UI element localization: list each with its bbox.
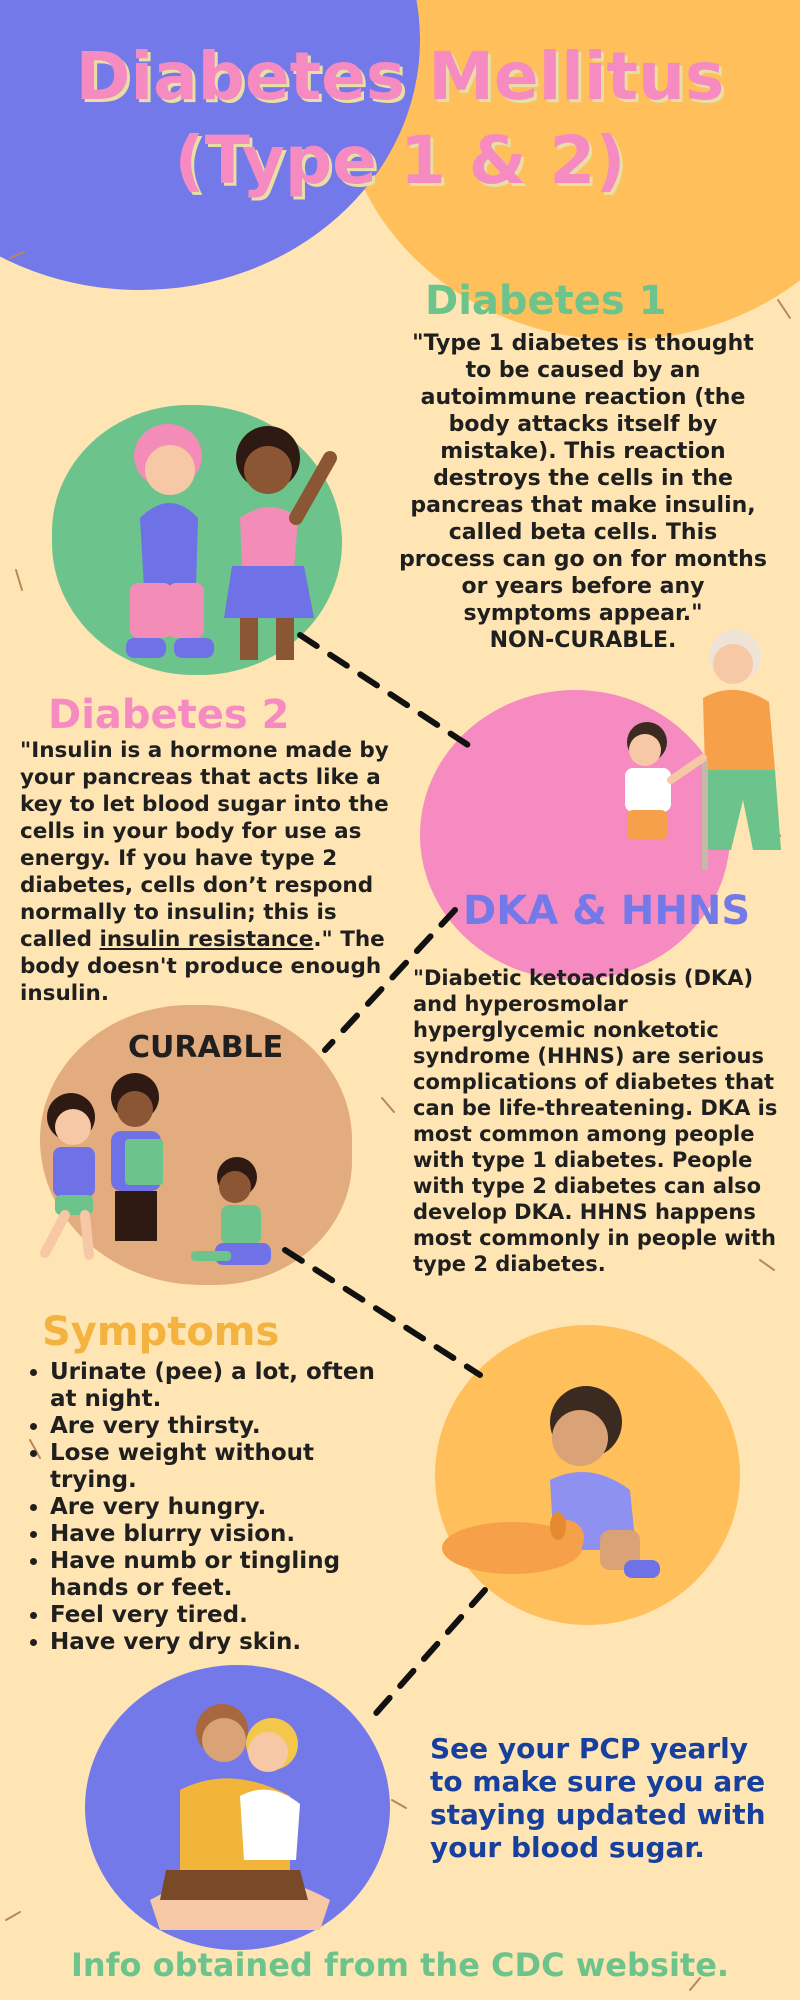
symptom-item: • Urinate (pee) a lot, often at night.	[50, 1359, 380, 1413]
dka-heading: DKA & HHNS	[463, 888, 751, 934]
symptom-item: • Lose weight without trying.	[50, 1440, 380, 1494]
child-with-dog-illustration	[430, 1380, 690, 1610]
dka-quote: "Diabetic ketoacidosis (DKA) and hyperosmolar hyperglycemic nonketotic syndrome (HHNS) are serious complications of diabetes that can be life-threatening. DKA is most common among people with type 1 diabetes. People with type 2 diabetes can also develop DKA. HHNS happens most commonly in people with type 2 diabetes.	[413, 966, 778, 1276]
symptom-item: • Are very thirsty.	[50, 1413, 380, 1440]
type1-quote: "Type 1 diabetes is thought to be caused by an autoimmune reaction (the body attacks itself by mistake). This reaction destroys the cells in the pancreas that make insulin, called beta cells. This process can go on for months or years before any symptoms appear."	[399, 331, 767, 626]
source-footer: Info obtained from the CDC website.	[70, 1946, 730, 1984]
insulin-resistance-link[interactable]: insulin resistance	[99, 927, 314, 952]
page-title	[0, 35, 800, 203]
type1-section	[398, 330, 768, 654]
hugging-couple-illustration	[140, 1700, 340, 1950]
type1-heading: Diabetes 1	[425, 278, 667, 324]
symptoms-list	[24, 1359, 380, 1656]
symptom-item: • Are very hungry.	[50, 1494, 380, 1521]
symptom-item: • Have very dry skin.	[50, 1629, 380, 1656]
two-kids-illustration	[100, 418, 360, 678]
symptom-item: • Feel very tired.	[50, 1602, 380, 1629]
title-line-1: Diabetes Mellitus	[75, 38, 725, 115]
type1-status: NON-CURABLE.	[489, 628, 677, 653]
symptoms-heading: Symptoms	[42, 1309, 280, 1355]
three-kids-illustration	[15, 1075, 295, 1295]
curable-label: CURABLE	[128, 1030, 284, 1065]
grandparent-child-illustration	[585, 620, 800, 890]
pcp-reminder: See your PCP yearly to make sure you are staying updated with your blood sugar.	[430, 1732, 766, 1864]
type2-quote	[20, 737, 402, 1007]
type2-quote-part2: ." The body doesn't produce enough insulin.	[20, 927, 385, 1006]
type2-quote-part1: "Insulin is a hormone made by your pancreas that acts like a key to let blood sugar into the cells in your body for use as energy. If you have type 2 diabetes, cells don’t respond normally to insulin; this is called	[20, 738, 389, 952]
title-line-2: (Type 1 & 2)	[174, 122, 626, 199]
symptom-item: • Have numb or tingling hands or feet.	[50, 1548, 380, 1602]
type2-heading: Diabetes 2	[48, 692, 290, 738]
symptom-item: • Have blurry vision.	[50, 1521, 380, 1548]
